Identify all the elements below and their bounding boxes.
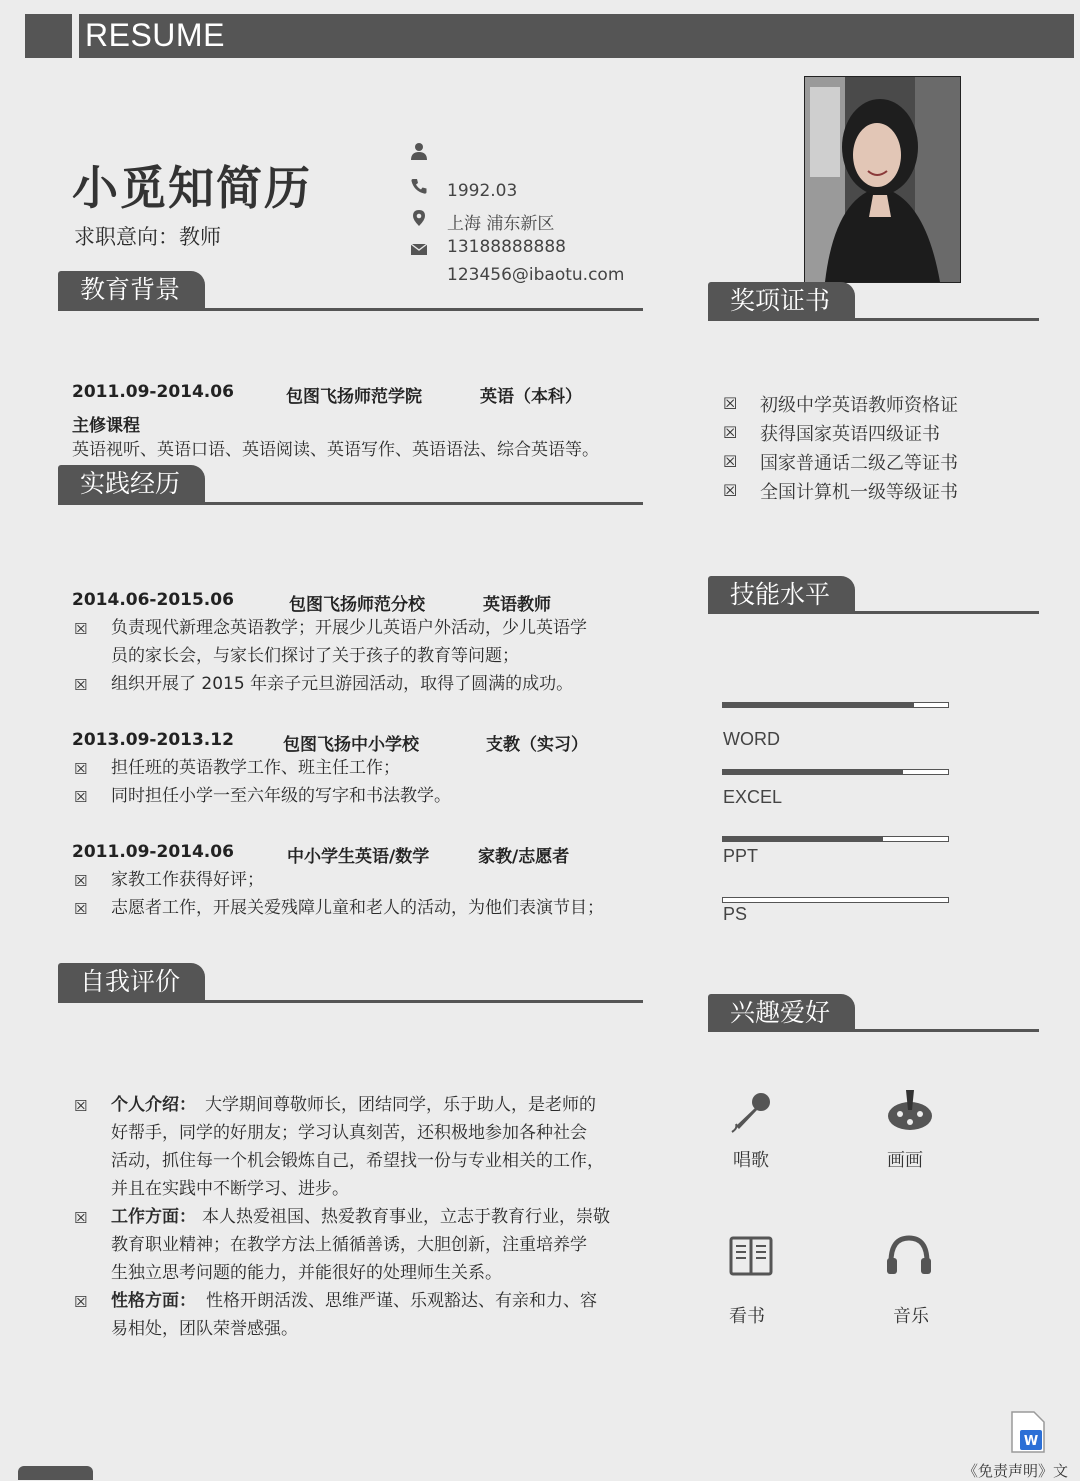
experience-item: 组织开展了 2015 年亲子元旦游园活动，取得了圆满的成功。: [111, 674, 574, 694]
award-item: 国家普通话二级乙等证书: [760, 453, 958, 474]
bullet-checkbox: ☒: [74, 788, 88, 806]
section-divider: [708, 611, 1039, 614]
mail-icon: [410, 240, 428, 258]
hobby-label: 唱歌: [733, 1150, 769, 1171]
section-practice-header: 实践经历: [58, 465, 205, 503]
self-eval-text: 好帮手，同学的好朋友；学习认真刻苦，还积极地参加各种社会: [111, 1123, 587, 1143]
skill-bar-fill: [723, 837, 883, 841]
self-eval-text: 性格开朗活泼、思维严谨、乐观豁达、有亲和力、容: [206, 1291, 597, 1311]
bullet-checkbox: ☒: [74, 1097, 88, 1115]
phone-number: 13188888888: [447, 237, 566, 257]
phone-icon: [410, 177, 428, 195]
svg-text:W: W: [1023, 1434, 1039, 1449]
self-eval-label: 工作方面：: [111, 1207, 196, 1227]
education-major: 英语（本科）: [480, 387, 582, 407]
bullet-checkbox: ☒: [723, 423, 738, 442]
award-item: 全国计算机一级等级证书: [760, 482, 958, 503]
experience-item: 担任班的英语教学工作、班主任工作；: [111, 758, 400, 778]
hobby-label: 看书: [729, 1306, 765, 1327]
book-icon: [727, 1232, 775, 1280]
skill-label: WORD: [723, 729, 780, 749]
experience-org: 包图飞扬中小学校: [283, 735, 419, 755]
skill-label: EXCEL: [723, 787, 783, 807]
bullet-checkbox: ☒: [74, 676, 88, 694]
experience-role: 支教（实习）: [486, 735, 588, 755]
experience-period: 2014.06-2015.06: [72, 590, 234, 610]
bullet-checkbox: ☒: [723, 481, 738, 500]
self-eval-text: 并且在实践中不断学习、进步。: [111, 1179, 349, 1199]
section-divider: [708, 318, 1039, 321]
experience-item: 员的家长会，与家长们探讨了关于孩子的教育等问题；: [111, 646, 519, 666]
skill-label: PS: [723, 904, 748, 924]
self-eval-text: 生独立思考问题的能力，并能很好的处理师生关系。: [111, 1263, 502, 1283]
hobby-label: 音乐: [893, 1306, 929, 1327]
location: 上海 浦东新区: [447, 214, 555, 234]
profile-photo: [804, 76, 961, 283]
bullet-checkbox: ☒: [74, 1293, 88, 1311]
bullet-checkbox: ☒: [723, 394, 738, 413]
award-item: 获得国家英语四级证书: [760, 424, 940, 445]
bullet-checkbox: ☒: [74, 872, 88, 890]
self-eval-text: 本人热爱祖国、热爱教育事业，立志于教育行业，崇敬: [202, 1207, 610, 1227]
palette-icon: [886, 1086, 934, 1134]
skill-bar: [722, 702, 949, 708]
section-self-eval-header: 自我评价: [58, 963, 205, 1001]
experience-org: 包图飞扬师范分校: [289, 595, 425, 615]
self-eval-label: 性格方面：: [111, 1291, 196, 1311]
section-divider: [708, 1029, 1039, 1032]
bullet-checkbox: ☒: [74, 760, 88, 778]
experience-item: 同时担任小学一至六年级的写字和书法教学。: [111, 786, 451, 806]
section-divider: [58, 502, 643, 505]
headphones-icon: [885, 1232, 933, 1280]
courses-list: 英语视听、英语口语、英语阅读、英语写作、英语语法、综合英语等。: [72, 440, 599, 460]
self-eval-text: 活动，抓住每一个机会锻炼自己，希望找一份与专业相关的工作，: [111, 1151, 604, 1171]
birth-date: 1992.03: [447, 181, 518, 201]
experience-item: 负责现代新理念英语教学；开展少儿英语户外活动，少儿英语学: [111, 618, 587, 638]
skill-bar: [722, 836, 949, 842]
section-awards-header: 奖项证书: [708, 282, 855, 320]
person-icon: [410, 142, 428, 160]
skill-bar: [722, 769, 949, 775]
self-eval-text: 教育职业精神；在教学方法上循循善诱，大胆创新，注重培养学: [111, 1235, 587, 1255]
award-item: 初级中学英语教师资格证: [760, 395, 958, 416]
location-pin-icon: [410, 209, 428, 227]
bullet-checkbox: ☒: [723, 452, 738, 471]
experience-role: 家教/志愿者: [478, 847, 570, 867]
skill-bar: [722, 897, 949, 903]
bullet-checkbox: ☒: [74, 620, 88, 638]
section-hobbies-header: 兴趣爱好: [708, 994, 855, 1032]
experience-org: 中小学生英语/数学: [287, 847, 430, 867]
section-divider: [58, 308, 643, 311]
skill-bar-fill: [723, 770, 903, 774]
education-period: 2011.09-2014.06: [72, 382, 234, 402]
self-eval-label: 个人介绍：: [111, 1095, 196, 1115]
experience-item: 家教工作获得好评；: [111, 870, 264, 890]
disclaimer-link[interactable]: 《免责声明》文: [963, 1462, 1069, 1480]
experience-role: 英语教师: [483, 595, 551, 615]
section-education-header: 教育背景: [58, 271, 205, 309]
experience-period: 2011.09-2014.06: [72, 842, 234, 862]
experience-period: 2013.09-2013.12: [72, 730, 234, 750]
bullet-checkbox: ☒: [74, 1209, 88, 1227]
self-eval-text: 大学期间尊敬师长，团结同学，乐于助人，是老师的: [205, 1095, 596, 1115]
email-address: 123456@ibaotu.com: [447, 265, 625, 285]
experience-item: 志愿者工作，开展关爱残障儿童和老人的活动，为他们表演节目；: [111, 898, 604, 918]
skill-label: PPT: [723, 846, 759, 866]
education-school: 包图飞扬师范学院: [286, 387, 422, 407]
skill-bar-fill: [723, 703, 914, 707]
resume-banner: [79, 14, 1074, 58]
courses-label: 主修课程: [72, 416, 140, 436]
banner-left-block: [25, 14, 72, 58]
resume-title: RESUME: [85, 17, 225, 53]
word-document-icon[interactable]: [1010, 1410, 1046, 1454]
section-divider: [58, 1000, 643, 1003]
hobby-label: 画画: [887, 1150, 923, 1171]
self-eval-text: 易相处，团队荣誉感强。: [111, 1319, 298, 1339]
section-skills-header: 技能水平: [708, 576, 855, 614]
bullet-checkbox: ☒: [74, 900, 88, 918]
microphone-icon: [728, 1088, 776, 1136]
candidate-name: 小觅知简历: [72, 161, 312, 215]
job-intent: 求职意向：教师: [74, 225, 221, 249]
